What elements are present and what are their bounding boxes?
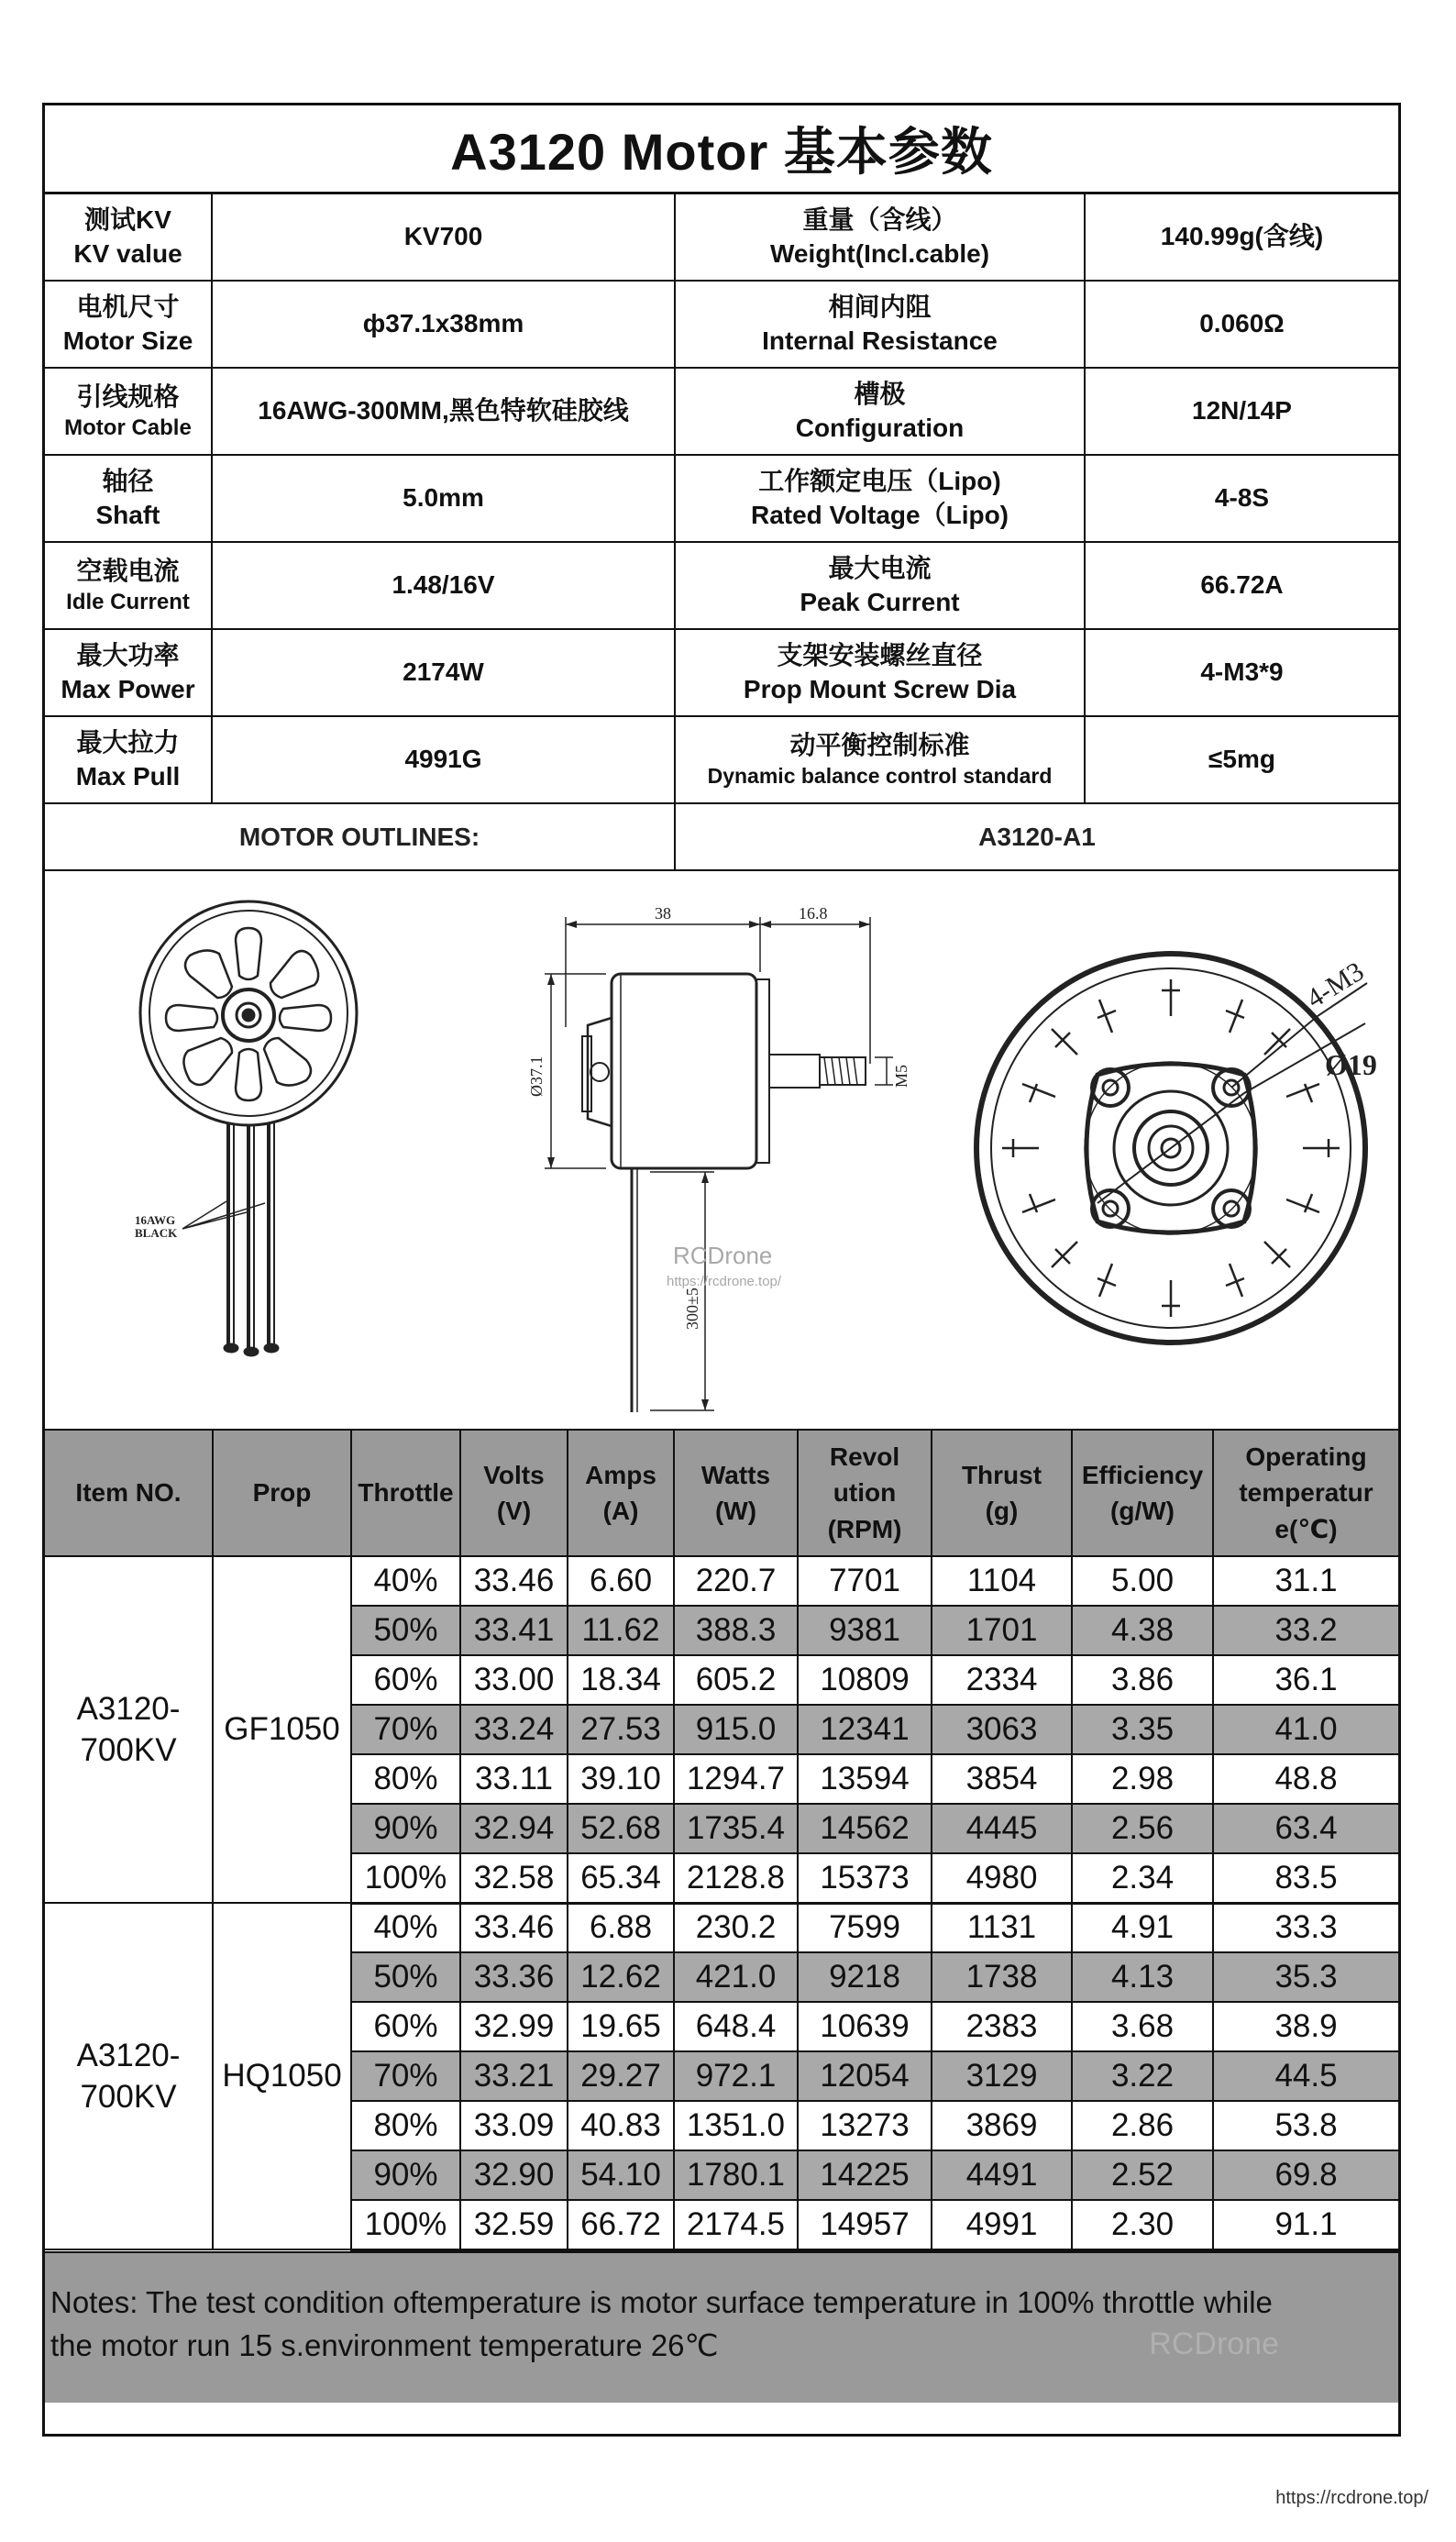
table-cell: 1780.1 xyxy=(674,2150,798,2200)
spec-label-en: KV value xyxy=(73,238,182,268)
column-header xyxy=(568,1431,674,1556)
table-cell: 32.90 xyxy=(460,2150,568,2200)
table-cell: 972.1 xyxy=(674,2051,798,2101)
notes-line-2: the motor run 15 s.environment temperature 26℃ xyxy=(50,2328,719,2363)
spec-table xyxy=(45,194,1398,804)
page-title: A3120 Motor 基本参数 xyxy=(45,105,1398,194)
spec-label-en: Weight(Incl.cable) xyxy=(769,238,990,268)
table-cell: 3063 xyxy=(932,1705,1072,1754)
spec-label-en: Prop Mount Screw Dia xyxy=(743,674,1017,703)
table-cell: 3.86 xyxy=(1072,1655,1213,1705)
table-cell: 10809 xyxy=(798,1655,932,1705)
table-cell: 83.5 xyxy=(1213,1853,1398,1903)
spec-value-text: ф37.1x38mm xyxy=(362,309,524,338)
table-cell: 39.10 xyxy=(568,1754,674,1804)
table-cell: 3.22 xyxy=(1072,2051,1213,2101)
table-cell: 1351.0 xyxy=(674,2101,798,2150)
table-cell: 33.36 xyxy=(460,1952,568,2002)
spec-value-text: ≤5mg xyxy=(1208,745,1275,774)
table-cell: 4491 xyxy=(932,2150,1072,2200)
notes xyxy=(45,2251,1398,2403)
table-cell: 2.98 xyxy=(1072,1754,1213,1804)
table-cell: 52.68 xyxy=(568,1804,674,1853)
spec-row xyxy=(45,630,1398,717)
table-cell: 33.09 xyxy=(460,2101,568,2150)
column-header xyxy=(460,1431,568,1556)
spec-label-en: Idle Current xyxy=(66,590,190,615)
table-cell: 9218 xyxy=(798,1952,932,2002)
column-header xyxy=(45,1431,213,1556)
motor-front-view xyxy=(976,954,1370,1343)
spec-value-text: 4-8S xyxy=(1214,483,1270,513)
spec-value-text: 4-M3*9 xyxy=(1200,658,1284,687)
column-header-line: ution xyxy=(833,1478,897,1508)
table-cell: 13273 xyxy=(798,2101,932,2150)
table-cell: 12341 xyxy=(798,1705,932,1754)
spec-row xyxy=(45,282,1398,369)
column-header-line: (W) xyxy=(714,1497,757,1525)
table-cell: 2.86 xyxy=(1072,2101,1213,2150)
table-cell: 2.56 xyxy=(1072,1804,1213,1853)
spec-value-text: 4991G xyxy=(404,745,482,774)
column-header-line: Amps xyxy=(585,1460,656,1489)
table-cell: 65.34 xyxy=(568,1853,674,1903)
table-cell: 1738 xyxy=(932,1952,1072,2002)
spec-value xyxy=(1086,543,1398,628)
prop-cell: HQ1050 xyxy=(213,1903,351,2249)
table-cell: 91.1 xyxy=(1213,2200,1398,2249)
item-number-line: A3120- xyxy=(76,2037,181,2073)
table-cell: 2128.8 xyxy=(674,1853,798,1903)
motor-isometric xyxy=(140,901,357,1355)
motor-drawings xyxy=(45,871,1398,1431)
spec-label xyxy=(676,369,1086,454)
table-cell: 648.4 xyxy=(674,2002,798,2051)
table-cell: 40% xyxy=(351,1556,460,1606)
spec-value-text: 2174W xyxy=(403,658,484,687)
table-cell: 70% xyxy=(351,1705,460,1754)
column-header-line: (g/W) xyxy=(1110,1497,1175,1525)
column-header-line: (g) xyxy=(985,1497,1019,1525)
spec-label xyxy=(676,543,1086,628)
spec-value xyxy=(1086,282,1398,367)
spec-value xyxy=(1086,630,1398,715)
table-cell: 2174.5 xyxy=(674,2200,798,2249)
table-cell: 14225 xyxy=(798,2150,932,2200)
table-cell: 421.0 xyxy=(674,1952,798,2002)
table-cell: 5.00 xyxy=(1072,1556,1213,1606)
table-cell: 33.46 xyxy=(460,1903,568,1952)
table-cell: 60% xyxy=(351,2002,460,2051)
table-cell: 80% xyxy=(351,1754,460,1804)
table-cell: 33.00 xyxy=(460,1655,568,1705)
spec-label-en: Peak Current xyxy=(800,587,960,616)
table-cell: 14562 xyxy=(798,1804,932,1853)
table-cell: 220.7 xyxy=(674,1556,798,1606)
spec-label-en: Max Power xyxy=(61,674,195,703)
spec-value-text: 5.0mm xyxy=(403,483,484,513)
table-cell: 12054 xyxy=(798,2051,932,2101)
column-header-line: (A) xyxy=(602,1497,639,1525)
table-cell: 19.65 xyxy=(568,2002,674,2051)
spec-label xyxy=(676,282,1086,367)
notes-watermark: RCDrone xyxy=(1149,2326,1279,2362)
table-cell: 40% xyxy=(351,1903,460,1952)
prop-cell: GF1050 xyxy=(213,1556,351,1903)
spec-label-cn: 最大功率 xyxy=(76,641,180,670)
table-cell: 4.38 xyxy=(1072,1606,1213,1655)
mount-diameter-label: Ø19 xyxy=(1325,1048,1377,1081)
table-cell: 14957 xyxy=(798,2200,932,2249)
table-cell: 2.34 xyxy=(1072,1853,1213,1903)
item-number-line: A3120- xyxy=(76,1690,181,1727)
column-header-line: e(℃) xyxy=(1274,1514,1338,1543)
spec-label-cn: 最大电流 xyxy=(828,554,932,583)
table-cell: 35.3 xyxy=(1213,1952,1398,2002)
spec-value-text: 66.72A xyxy=(1200,570,1284,600)
spec-value xyxy=(213,282,676,367)
spec-label-en: Configuration xyxy=(795,413,965,442)
spec-label-cn: 测试KV xyxy=(84,205,171,235)
table-cell: 100% xyxy=(351,2200,460,2249)
column-header-line: Throttle xyxy=(358,1478,454,1508)
column-header-line: temperatur xyxy=(1239,1478,1373,1508)
table-cell: 9381 xyxy=(798,1606,932,1655)
spec-label-en: Internal Resistance xyxy=(762,326,998,355)
spec-sheet xyxy=(42,103,1401,2437)
column-header xyxy=(213,1431,351,1556)
spec-label-en: Motor Cable xyxy=(64,415,192,441)
spec-value xyxy=(213,456,676,541)
table-cell: 70% xyxy=(351,2051,460,2101)
table-cell: 63.4 xyxy=(1213,1804,1398,1853)
table-cell: 15373 xyxy=(798,1853,932,1903)
table-cell: 7701 xyxy=(798,1556,932,1606)
spec-row xyxy=(45,717,1398,804)
dim-m5: M5 xyxy=(892,1064,910,1088)
table-cell: 36.1 xyxy=(1213,1655,1398,1705)
table-cell: 1735.4 xyxy=(674,1804,798,1853)
spec-label-cn: 空载电流 xyxy=(76,556,180,585)
column-header xyxy=(674,1431,798,1556)
table-cell: 2334 xyxy=(932,1655,1072,1705)
table-cell: 230.2 xyxy=(674,1903,798,1952)
table-cell: 33.24 xyxy=(460,1705,568,1754)
table-cell: 4991 xyxy=(932,2200,1072,2249)
table-cell: 2.52 xyxy=(1072,2150,1213,2200)
table-cell: 13594 xyxy=(798,1754,932,1804)
spec-label-cn: 最大拉力 xyxy=(76,728,180,757)
table-cell: 6.60 xyxy=(568,1556,674,1606)
table-cell: 31.1 xyxy=(1213,1556,1398,1606)
table-cell: 32.99 xyxy=(460,2002,568,2051)
spec-label xyxy=(45,194,213,280)
dim-cable-length: 300±5 xyxy=(683,1288,701,1330)
spec-label xyxy=(676,630,1086,715)
dim-16-8: 16.8 xyxy=(799,904,828,923)
column-header xyxy=(932,1431,1072,1556)
table-cell: 27.53 xyxy=(568,1705,674,1754)
column-header-line: Revol xyxy=(829,1442,900,1472)
spec-label-en: Shaft xyxy=(95,500,160,529)
spec-row xyxy=(45,543,1398,630)
table-cell: 3.35 xyxy=(1072,1705,1213,1754)
table-cell: 7599 xyxy=(798,1903,932,1952)
spec-label xyxy=(676,194,1086,280)
cable-label-1: 16AWG xyxy=(135,1213,176,1227)
table-cell: 29.27 xyxy=(568,2051,674,2101)
column-header xyxy=(351,1431,460,1556)
performance-table xyxy=(45,1431,1398,2251)
spec-value xyxy=(213,543,676,628)
spec-label-cn: 重量（含线） xyxy=(802,205,957,235)
table-cell: 3.68 xyxy=(1072,2002,1213,2051)
table-cell: 18.34 xyxy=(568,1655,674,1705)
column-header-line: Item NO. xyxy=(75,1478,182,1508)
spec-label-cn: 支架安装螺丝直径 xyxy=(777,641,983,670)
outline-row xyxy=(45,804,1398,871)
spec-label-en: Max Pull xyxy=(75,761,181,790)
motor-outline-svg xyxy=(45,871,1398,1431)
table-cell: 80% xyxy=(351,2101,460,2150)
table-cell: 1701 xyxy=(932,1606,1072,1655)
table-cell: 90% xyxy=(351,1804,460,1853)
table-cell: 915.0 xyxy=(674,1705,798,1754)
table-cell: 50% xyxy=(351,1606,460,1655)
spec-label xyxy=(45,543,213,628)
table-cell: 10639 xyxy=(798,2002,932,2051)
spec-label xyxy=(45,282,213,367)
spec-label-cn: 轴径 xyxy=(102,467,154,496)
table-cell: 4.13 xyxy=(1072,1952,1213,2002)
spec-value-text: 16AWG-300MM,黑色特软硅胶线 xyxy=(258,396,629,426)
item-number-line: 700KV xyxy=(80,2079,177,2115)
spec-value-text: 0.060Ω xyxy=(1199,309,1285,338)
table-cell: 100% xyxy=(351,1853,460,1903)
spec-label-cn: 工作额定电压（Lipo) xyxy=(758,467,1001,496)
column-header-line: Prop xyxy=(252,1478,312,1508)
notes-line-1: Notes: The test condition oftemperature is motor surface temperature in 100% throttle while xyxy=(50,2284,1273,2319)
spec-value xyxy=(213,630,676,715)
column-header-line: Volts xyxy=(483,1460,545,1489)
spec-row xyxy=(45,369,1398,456)
table-cell: 53.8 xyxy=(1213,2101,1398,2150)
table-cell: 66.72 xyxy=(568,2200,674,2249)
dim-38: 38 xyxy=(655,904,671,923)
spec-label xyxy=(676,456,1086,541)
table-cell: 33.41 xyxy=(460,1606,568,1655)
spec-label xyxy=(45,717,213,802)
column-header-line: Efficiency xyxy=(1081,1460,1204,1489)
item-number-line: 700KV xyxy=(80,1732,177,1768)
table-cell: 388.3 xyxy=(674,1606,798,1655)
spec-label-cn: 电机尺寸 xyxy=(76,293,180,322)
item-number-cell xyxy=(45,1903,213,2249)
table-cell: 1294.7 xyxy=(674,1754,798,1804)
table-cell: 3869 xyxy=(932,2101,1072,2150)
spec-label-cn: 槽极 xyxy=(854,380,906,409)
table-cell: 2.30 xyxy=(1072,2200,1213,2249)
table-row xyxy=(45,1903,1398,1952)
spec-label-cn: 动平衡控制标准 xyxy=(789,731,970,760)
spec-value xyxy=(213,717,676,802)
spec-row xyxy=(45,194,1398,282)
table-cell: 33.46 xyxy=(460,1556,568,1606)
spec-value-text: 140.99g(含线) xyxy=(1160,222,1324,251)
spec-label-cn: 引线规格 xyxy=(76,381,180,411)
spec-value-text: 1.48/16V xyxy=(392,570,495,600)
table-cell: 41.0 xyxy=(1213,1705,1398,1754)
table-cell: 6.88 xyxy=(568,1903,674,1952)
spec-label-en: Rated Voltage（Lipo) xyxy=(750,500,1009,529)
table-cell: 4445 xyxy=(932,1804,1072,1853)
outline-label: MOTOR OUTLINES: xyxy=(45,804,676,869)
spec-label xyxy=(45,369,213,454)
table-cell: 33.2 xyxy=(1213,1606,1398,1655)
column-header-line: (RPM) xyxy=(827,1514,902,1543)
table-cell: 33.21 xyxy=(460,2051,568,2101)
spec-row xyxy=(45,456,1398,543)
table-cell: 32.58 xyxy=(460,1853,568,1903)
watermark-name: RCDrone xyxy=(673,1242,773,1269)
column-header xyxy=(1213,1431,1398,1556)
table-cell: 69.8 xyxy=(1213,2150,1398,2200)
spec-value xyxy=(1086,194,1398,280)
column-header xyxy=(798,1431,932,1556)
table-row xyxy=(45,1556,1398,1606)
dim-diameter: Ø37.1 xyxy=(527,1055,546,1097)
spec-value-text: 12N/14P xyxy=(1192,396,1292,426)
table-cell: 38.9 xyxy=(1213,2002,1398,2051)
spec-label xyxy=(676,717,1086,802)
table-cell: 33.11 xyxy=(460,1754,568,1804)
table-cell: 3129 xyxy=(932,2051,1072,2101)
table-cell: 40.83 xyxy=(568,2101,674,2150)
spec-value xyxy=(1086,456,1398,541)
table-cell: 11.62 xyxy=(568,1606,674,1655)
table-cell: 50% xyxy=(351,1952,460,2002)
spec-value xyxy=(213,194,676,280)
cable-label-2: BLACK xyxy=(135,1226,178,1240)
spec-value xyxy=(213,369,676,454)
table-cell: 60% xyxy=(351,1655,460,1705)
motor-side-view xyxy=(545,917,893,1412)
table-cell: 32.59 xyxy=(460,2200,568,2249)
table-cell: 3854 xyxy=(932,1754,1072,1804)
spec-value-text: KV700 xyxy=(403,222,483,251)
table-cell: 48.8 xyxy=(1213,1754,1398,1804)
column-header-line: Operating xyxy=(1245,1442,1367,1472)
table-cell: 4980 xyxy=(932,1853,1072,1903)
spec-label-en: Motor Size xyxy=(62,326,193,355)
spec-value xyxy=(1086,369,1398,454)
column-header-line: Watts xyxy=(700,1460,771,1489)
table-cell: 54.10 xyxy=(568,2150,674,2200)
column-header-line: Thrust xyxy=(961,1460,1042,1489)
outline-model: A3120-A1 xyxy=(978,822,1096,851)
item-number-cell xyxy=(45,1556,213,1903)
table-cell: 1131 xyxy=(932,1903,1072,1952)
spec-label-en: Dynamic balance control standard xyxy=(707,763,1053,788)
table-cell: 32.94 xyxy=(460,1804,568,1853)
table-cell: 4.91 xyxy=(1072,1903,1213,1952)
spec-value xyxy=(1086,717,1398,802)
watermark-url: https://rcdrone.top/ xyxy=(667,1274,782,1289)
table-cell: 90% xyxy=(351,2150,460,2200)
table-cell: 1104 xyxy=(932,1556,1072,1606)
table-cell: 44.5 xyxy=(1213,2051,1398,2101)
table-cell: 605.2 xyxy=(674,1655,798,1705)
screw-label: 4-M3 xyxy=(1301,956,1370,1014)
table-cell: 2383 xyxy=(932,2002,1072,2051)
spec-label-cn: 相间内阻 xyxy=(828,293,932,322)
column-header-line: (V) xyxy=(496,1497,532,1525)
table-cell: 12.62 xyxy=(568,1952,674,2002)
source-url: https://rcdrone.top/ xyxy=(1275,2488,1428,2508)
column-header xyxy=(1072,1431,1213,1556)
spec-label xyxy=(45,456,213,541)
table-cell: 33.3 xyxy=(1213,1903,1398,1952)
spec-label xyxy=(45,630,213,715)
